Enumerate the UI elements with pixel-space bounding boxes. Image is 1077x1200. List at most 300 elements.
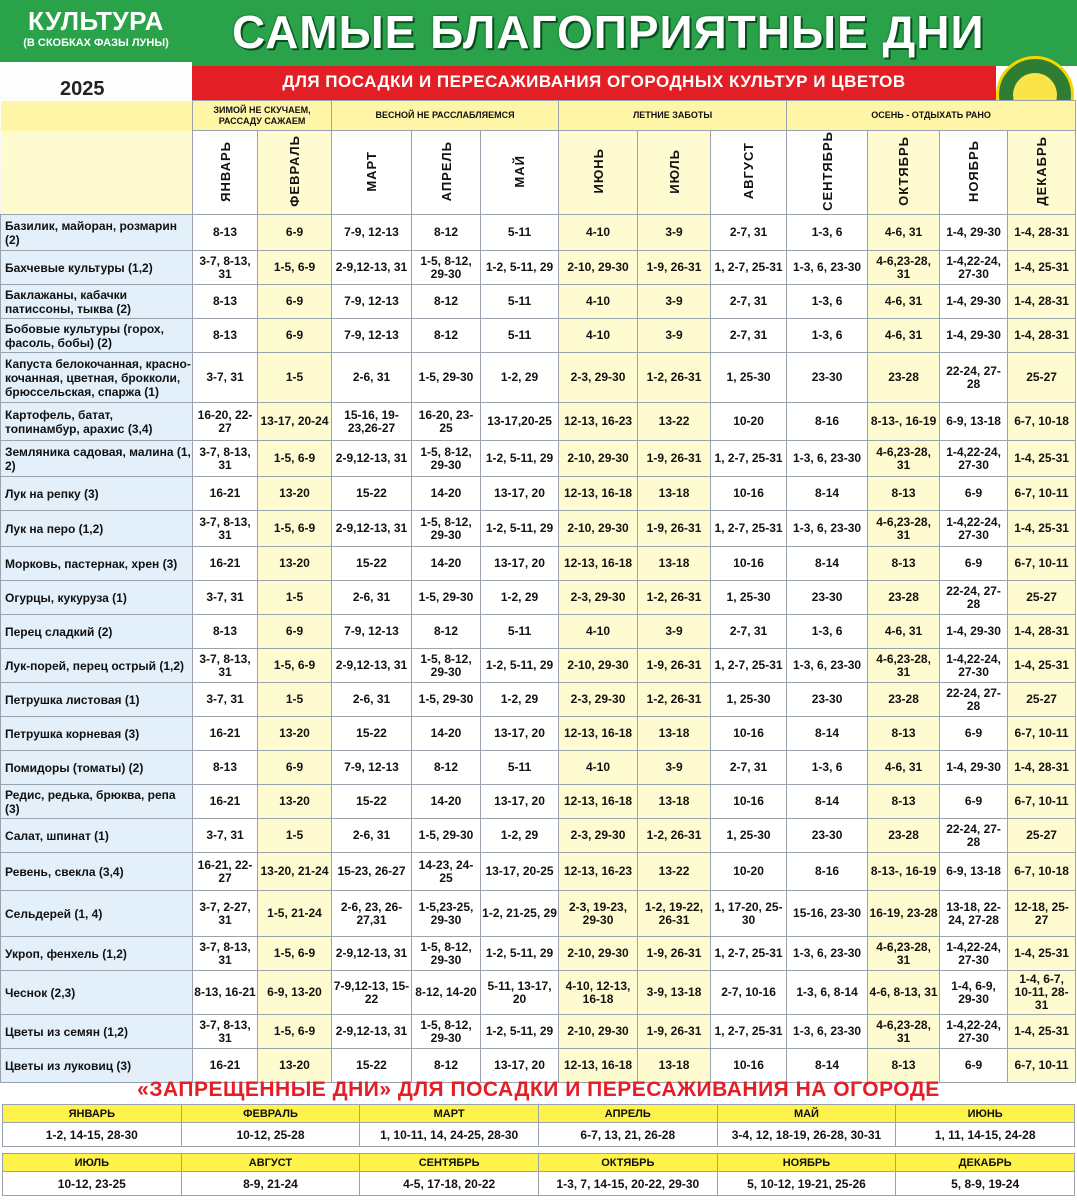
favorable-days-cell: 2-7, 31 (711, 751, 787, 785)
favorable-days-cell: 8-14 (787, 477, 868, 511)
favorable-days-cell: 3-7, 8-13, 31 (193, 1015, 258, 1049)
favorable-days-cell: 1, 2-7, 25-31 (711, 441, 787, 477)
favorable-days-cell: 5-11 (481, 285, 559, 319)
favorable-days-cell: 1-4,22-24, 27-30 (940, 441, 1008, 477)
crop-row (1, 403, 1076, 441)
favorable-days-cell: 8-13 (868, 547, 940, 581)
favorable-days-cell: 16-19, 23-28 (868, 891, 940, 937)
forbidden-month: ОКТЯБРЬ (538, 1154, 717, 1172)
favorable-days-cell: 6-9, 13-20 (258, 971, 332, 1015)
crop-name: Лук на репку (3) (1, 477, 193, 511)
favorable-days-cell: 23-30 (787, 353, 868, 403)
favorable-days-cell: 6-9 (940, 717, 1008, 751)
forbidden-days: 10-12, 23-25 (3, 1172, 182, 1196)
crop-name: Базилик, майоран, розмарин (2) (1, 215, 193, 251)
crop-name: Салат, шпинат (1) (1, 819, 193, 853)
crop-name: Морковь, пастернак, хрен (3) (1, 547, 193, 581)
favorable-days-cell: 3-7, 8-13, 31 (193, 937, 258, 971)
season-winter: ЗИМОЙ НЕ СКУЧАЕМ, РАССАДУ САЖАЕМ (193, 101, 332, 131)
favorable-days-cell: 3-9 (638, 215, 711, 251)
month-label: ОКТЯБРЬ (896, 136, 912, 206)
favorable-days-cell: 6-9 (940, 477, 1008, 511)
favorable-days-cell: 1-3, 6 (787, 615, 868, 649)
favorable-days-cell: 1-4, 25-31 (1008, 1015, 1076, 1049)
favorable-days-cell: 8-13 (193, 615, 258, 649)
favorable-days-cell: 4-6,23-28, 31 (868, 649, 940, 683)
favorable-days-cell: 13-20 (258, 785, 332, 819)
favorable-days-cell: 1-4,22-24, 27-30 (940, 511, 1008, 547)
favorable-days-cell: 4-6, 31 (868, 319, 940, 353)
month-label: МАЙ (512, 154, 528, 188)
favorable-days-cell: 8-13 (868, 1049, 940, 1083)
month-header (787, 131, 868, 215)
crop-name: Помидоры (томаты) (2) (1, 751, 193, 785)
favorable-days-cell: 1-3, 6, 23-30 (787, 251, 868, 285)
favorable-days-cell: 1-5, 6-9 (258, 251, 332, 285)
favorable-days-cell: 1-3, 6, 23-30 (787, 441, 868, 477)
favorable-days-cell: 13-17,20-25 (481, 403, 559, 441)
favorable-days-cell: 2-9,12-13, 31 (332, 649, 412, 683)
favorable-days-cell: 1-2, 5-11, 29 (481, 649, 559, 683)
favorable-days-cell: 8-14 (787, 547, 868, 581)
favorable-days-cell: 1-4, 29-30 (940, 319, 1008, 353)
favorable-days-cell: 2-3, 29-30 (559, 353, 638, 403)
forbidden-month: НОЯБРЬ (717, 1154, 896, 1172)
crop-name: Баклажаны, кабачки патиссоны, тыква (2) (1, 285, 193, 319)
favorable-days-cell: 1-3, 6, 23-30 (787, 511, 868, 547)
month-header (711, 131, 787, 215)
favorable-days-cell: 1-5 (258, 683, 332, 717)
favorable-days-cell: 14-23, 24-25 (412, 853, 481, 891)
forbidden-month: АПРЕЛЬ (538, 1105, 717, 1123)
favorable-days-cell: 1-9, 26-31 (638, 937, 711, 971)
favorable-days-cell: 6-9, 13-18 (940, 403, 1008, 441)
favorable-days-cell: 3-9 (638, 319, 711, 353)
favorable-days-cell: 1, 25-30 (711, 581, 787, 615)
favorable-days-cell: 3-9 (638, 751, 711, 785)
favorable-days-cell: 16-20, 23-25 (412, 403, 481, 441)
favorable-days-cell: 13-20 (258, 477, 332, 511)
favorable-days-cell: 10-16 (711, 785, 787, 819)
favorable-days-cell: 1-4, 29-30 (940, 751, 1008, 785)
season-row (1, 101, 1076, 131)
month-header (559, 131, 638, 215)
crop-row (1, 819, 1076, 853)
favorable-days-cell: 23-28 (868, 819, 940, 853)
favorable-days-cell: 1-4, 28-31 (1008, 615, 1076, 649)
favorable-days-cell: 15-22 (332, 547, 412, 581)
favorable-days-cell: 4-6,23-28, 31 (868, 511, 940, 547)
favorable-days-cell: 13-17, 20 (481, 785, 559, 819)
favorable-days-cell: 1-2, 21-25, 29 (481, 891, 559, 937)
favorable-days-cell: 2-7, 31 (711, 615, 787, 649)
forbidden-month: ДЕКАБРЬ (896, 1154, 1075, 1172)
favorable-days-cell: 8-13 (868, 785, 940, 819)
favorable-days-cell: 7-9, 12-13 (332, 615, 412, 649)
season-spring: ВЕСНОЙ НЕ РАССЛАБЛЯЕМСЯ (332, 101, 559, 131)
favorable-days-cell: 14-20 (412, 785, 481, 819)
favorable-days-cell: 23-30 (787, 683, 868, 717)
favorable-days-cell: 4-10, 12-13, 16-18 (559, 971, 638, 1015)
crop-name: Укроп, фенхель (1,2) (1, 937, 193, 971)
favorable-days-cell: 1-2, 5-11, 29 (481, 1015, 559, 1049)
favorable-days-cell: 1-2, 29 (481, 683, 559, 717)
favorable-days-cell: 3-9, 13-18 (638, 971, 711, 1015)
favorable-days-cell: 1-4, 25-31 (1008, 441, 1076, 477)
crop-name: Чеснок (2,3) (1, 971, 193, 1015)
month-header (638, 131, 711, 215)
favorable-days-cell: 1, 2-7, 25-31 (711, 511, 787, 547)
crop-row (1, 353, 1076, 403)
favorable-days-cell: 1-2, 26-31 (638, 581, 711, 615)
favorable-days-cell: 12-13, 16-23 (559, 853, 638, 891)
favorable-days-cell: 6-7, 10-11 (1008, 547, 1076, 581)
crop-name: Цветы из семян (1,2) (1, 1015, 193, 1049)
favorable-days-cell: 1-9, 26-31 (638, 251, 711, 285)
favorable-days-cell: 16-21 (193, 477, 258, 511)
crop-row (1, 853, 1076, 891)
favorable-days-cell: 1-4, 6-9, 29-30 (940, 971, 1008, 1015)
month-header (868, 131, 940, 215)
favorable-days-cell: 1-2, 26-31 (638, 683, 711, 717)
favorable-days-cell: 22-24, 27-28 (940, 581, 1008, 615)
favorable-days-cell: 1-4, 29-30 (940, 615, 1008, 649)
favorable-days-cell: 1-5, 6-9 (258, 1015, 332, 1049)
favorable-days-cell: 10-20 (711, 403, 787, 441)
crop-name: Бобовые культуры (горох, фасоль, бобы) (2) (1, 319, 193, 353)
favorable-days-cell: 1-5, 29-30 (412, 581, 481, 615)
favorable-days-cell: 1, 25-30 (711, 353, 787, 403)
crop-row (1, 285, 1076, 319)
favorable-days-cell: 6-9, 13-18 (940, 853, 1008, 891)
season-autumn: ОСЕНЬ - ОТДЫХАТЬ РАНО (787, 101, 1076, 131)
favorable-days-cell: 8-16 (787, 853, 868, 891)
months-row (1, 131, 1076, 215)
favorable-days-cell: 14-20 (412, 547, 481, 581)
favorable-days-cell: 4-10 (559, 215, 638, 251)
favorable-days-cell: 8-12 (412, 215, 481, 251)
month-header (1008, 131, 1076, 215)
favorable-days-cell: 7-9, 12-13 (332, 285, 412, 319)
favorable-days-cell: 1-5, 8-12, 29-30 (412, 1015, 481, 1049)
favorable-days-cell: 1-4, 25-31 (1008, 649, 1076, 683)
favorable-days-cell: 2-9,12-13, 31 (332, 511, 412, 547)
favorable-days-cell: 3-7, 31 (193, 819, 258, 853)
favorable-days-cell: 1-4, 28-31 (1008, 319, 1076, 353)
crop-row (1, 1015, 1076, 1049)
favorable-days-cell: 4-10 (559, 319, 638, 353)
favorable-days-cell: 1-3, 6, 23-30 (787, 937, 868, 971)
favorable-days-cell: 10-16 (711, 547, 787, 581)
favorable-days-cell: 14-20 (412, 717, 481, 751)
crop-name: Петрушка листовая (1) (1, 683, 193, 717)
favorable-days-cell: 2-9,12-13, 31 (332, 251, 412, 285)
favorable-days-cell: 1-5,23-25, 29-30 (412, 891, 481, 937)
favorable-days-cell: 13-17, 20-24 (258, 403, 332, 441)
favorable-days-cell: 1, 2-7, 25-31 (711, 649, 787, 683)
favorable-days-cell: 6-9 (258, 615, 332, 649)
favorable-days-cell: 7-9, 12-13 (332, 319, 412, 353)
favorable-days-cell: 2-3, 29-30 (559, 683, 638, 717)
favorable-days-cell: 1-2, 26-31 (638, 353, 711, 403)
favorable-days-cell: 1-9, 26-31 (638, 511, 711, 547)
favorable-days-cell: 8-13-, 16-19 (868, 403, 940, 441)
favorable-days-cell: 1-4, 29-30 (940, 285, 1008, 319)
favorable-days-cell: 8-12, 14-20 (412, 971, 481, 1015)
favorable-days-cell: 2-7, 31 (711, 285, 787, 319)
crop-name: Земляника садовая, малина (1, 2) (1, 441, 193, 477)
favorable-days-cell: 1-5 (258, 819, 332, 853)
favorable-days-cell: 12-13, 16-18 (559, 477, 638, 511)
favorable-days-cell: 6-7, 10-11 (1008, 785, 1076, 819)
favorable-days-cell: 4-6, 31 (868, 215, 940, 251)
favorable-days-cell: 1, 2-7, 25-31 (711, 1015, 787, 1049)
favorable-days-cell: 8-12 (412, 1049, 481, 1083)
favorable-days-cell: 3-7, 8-13, 31 (193, 441, 258, 477)
favorable-days-cell: 22-24, 27-28 (940, 819, 1008, 853)
forbidden-days: 4-5, 17-18, 20-22 (360, 1172, 539, 1196)
favorable-days-cell: 4-10 (559, 285, 638, 319)
calendar-table (0, 100, 1076, 1083)
favorable-days-cell: 12-13, 16-18 (559, 1049, 638, 1083)
favorable-days-cell: 2-7, 31 (711, 215, 787, 251)
month-header (940, 131, 1008, 215)
month-label: ФЕВРАЛЬ (287, 135, 302, 207)
favorable-days-cell: 12-13, 16-18 (559, 785, 638, 819)
favorable-days-cell: 1-2, 19-22, 26-31 (638, 891, 711, 937)
crop-name: Огурцы, кукуруза (1) (1, 581, 193, 615)
favorable-days-cell: 10-16 (711, 1049, 787, 1083)
favorable-days-cell: 23-30 (787, 819, 868, 853)
favorable-days-cell: 7-9,12-13, 15-22 (332, 971, 412, 1015)
month-header (412, 131, 481, 215)
favorable-days-cell: 1, 25-30 (711, 683, 787, 717)
crop-row (1, 717, 1076, 751)
month-header (193, 131, 258, 215)
favorable-days-cell: 22-24, 27-28 (940, 353, 1008, 403)
favorable-days-cell: 6-9 (258, 285, 332, 319)
forbidden-days: 5, 8-9, 19-24 (896, 1172, 1075, 1196)
favorable-days-cell: 25-27 (1008, 353, 1076, 403)
favorable-days-cell: 15-16, 19-23,26-27 (332, 403, 412, 441)
month-label: АПРЕЛЬ (438, 140, 454, 202)
favorable-days-cell: 23-30 (787, 581, 868, 615)
favorable-days-cell: 1-2, 29 (481, 819, 559, 853)
crop-name: Бахчевые культуры (1,2) (1, 251, 193, 285)
favorable-days-cell: 13-20 (258, 717, 332, 751)
forbidden-days: 1-3, 7, 14-15, 20-22, 29-30 (538, 1172, 717, 1196)
favorable-days-cell: 4-10 (559, 615, 638, 649)
favorable-days-cell: 12-13, 16-18 (559, 717, 638, 751)
favorable-days-cell: 1-2, 29 (481, 353, 559, 403)
favorable-days-cell: 2-10, 29-30 (559, 441, 638, 477)
crop-name: Картофель, батат, топинамбур, арахис (3,4) (1, 403, 193, 441)
crop-name: Цветы из луковиц (3) (1, 1049, 193, 1083)
favorable-days-cell: 7-9, 12-13 (332, 751, 412, 785)
favorable-days-cell: 8-12 (412, 285, 481, 319)
favorable-days-cell: 3-7, 8-13, 31 (193, 649, 258, 683)
month-header (332, 131, 412, 215)
favorable-days-cell: 8-12 (412, 319, 481, 353)
favorable-days-cell: 1-4, 25-31 (1008, 937, 1076, 971)
forbidden-table-1 (2, 1104, 1075, 1147)
favorable-days-cell: 1-5 (258, 353, 332, 403)
month-label: ЯНВАРЬ (217, 140, 233, 202)
favorable-days-cell: 6-7, 10-11 (1008, 477, 1076, 511)
favorable-days-cell: 4-6,23-28, 31 (868, 937, 940, 971)
favorable-days-cell: 3-9 (638, 285, 711, 319)
favorable-days-cell: 13-17, 20 (481, 477, 559, 511)
favorable-days-cell: 23-28 (868, 353, 940, 403)
favorable-days-cell: 2-10, 29-30 (559, 511, 638, 547)
crop-row (1, 441, 1076, 477)
crop-name: Лук на перо (1,2) (1, 511, 193, 547)
culture-header (0, 0, 192, 62)
favorable-days-cell: 10-16 (711, 477, 787, 511)
forbidden-month: ФЕВРАЛЬ (181, 1105, 360, 1123)
month-header (258, 131, 332, 215)
favorable-days-cell: 13-20 (258, 1049, 332, 1083)
favorable-days-cell: 1-2, 5-11, 29 (481, 511, 559, 547)
crop-row (1, 971, 1076, 1015)
favorable-days-cell: 15-22 (332, 1049, 412, 1083)
favorable-days-cell: 1-5, 6-9 (258, 937, 332, 971)
favorable-days-cell: 1, 17-20, 25-30 (711, 891, 787, 937)
crop-row (1, 937, 1076, 971)
favorable-days-cell: 12-13, 16-18 (559, 547, 638, 581)
favorable-days-cell: 2-6, 31 (332, 581, 412, 615)
favorable-days-cell: 1-5, 29-30 (412, 683, 481, 717)
favorable-days-cell: 2-9,12-13, 31 (332, 1015, 412, 1049)
favorable-days-cell: 1-2, 5-11, 29 (481, 937, 559, 971)
favorable-days-cell: 13-18 (638, 1049, 711, 1083)
favorable-days-cell: 1-3, 6 (787, 215, 868, 251)
favorable-days-cell: 4-6, 31 (868, 751, 940, 785)
favorable-days-cell: 8-14 (787, 717, 868, 751)
favorable-days-cell: 6-7, 10-18 (1008, 403, 1076, 441)
forbidden-days: 10-12, 25-28 (181, 1123, 360, 1147)
crop-name: Капуста белокочанная, красно-кочанная, цветная, брокколи, брюссельская, спаржа (1) (1, 353, 193, 403)
favorable-days-cell: 15-16, 23-30 (787, 891, 868, 937)
crop-row (1, 581, 1076, 615)
favorable-days-cell: 2-10, 29-30 (559, 251, 638, 285)
crop-name: Петрушка корневая (3) (1, 717, 193, 751)
favorable-days-cell: 1-9, 26-31 (638, 649, 711, 683)
favorable-days-cell: 6-7, 10-11 (1008, 717, 1076, 751)
favorable-days-cell: 15-23, 26-27 (332, 853, 412, 891)
favorable-days-cell: 1-3, 6, 23-30 (787, 1015, 868, 1049)
month-label: ДЕКАБРЬ (1034, 136, 1050, 206)
favorable-days-cell: 3-7, 31 (193, 353, 258, 403)
favorable-days-cell: 1-4,22-24, 27-30 (940, 937, 1008, 971)
subtitle-bar (192, 66, 996, 100)
favorable-days-cell: 16-21 (193, 785, 258, 819)
favorable-days-cell: 13-20 (258, 547, 332, 581)
favorable-days-cell: 8-12 (412, 615, 481, 649)
crop-row (1, 751, 1076, 785)
favorable-days-cell: 3-7, 8-13, 31 (193, 511, 258, 547)
forbidden-days: 8-9, 21-24 (181, 1172, 360, 1196)
culture-subtitle: (В СКОБКАХ ФАЗЫ ЛУНЫ) (23, 37, 169, 49)
favorable-days-cell: 1, 2-7, 25-31 (711, 937, 787, 971)
favorable-days-cell: 8-13 (193, 285, 258, 319)
crop-row (1, 251, 1076, 285)
favorable-days-cell: 13-18, 22-24, 27-28 (940, 891, 1008, 937)
favorable-days-cell: 16-21, 22-27 (193, 853, 258, 891)
favorable-days-cell: 23-28 (868, 581, 940, 615)
favorable-days-cell: 1-3, 6 (787, 751, 868, 785)
favorable-days-cell: 6-7, 10-11 (1008, 1049, 1076, 1083)
favorable-days-cell: 3-7, 31 (193, 683, 258, 717)
favorable-days-cell: 1-3, 6 (787, 285, 868, 319)
favorable-days-cell: 25-27 (1008, 581, 1076, 615)
favorable-days-cell: 1-9, 26-31 (638, 1015, 711, 1049)
favorable-days-cell: 1-4,22-24, 27-30 (940, 251, 1008, 285)
favorable-days-cell: 6-9 (258, 751, 332, 785)
favorable-days-cell: 16-21 (193, 1049, 258, 1083)
subtitle: ДЛЯ ПОСАДКИ И ПЕРЕСАЖИВАНИЯ ОГОРОДНЫХ КУЛЬТУР И ЦВЕТОВ (282, 72, 906, 91)
favorable-days-cell: 16-21 (193, 717, 258, 751)
favorable-days-cell: 5-11 (481, 615, 559, 649)
crop-name: Перец сладкий (2) (1, 615, 193, 649)
favorable-days-cell: 4-6, 31 (868, 615, 940, 649)
favorable-days-cell: 1-4,22-24, 27-30 (940, 649, 1008, 683)
favorable-days-cell: 13-17, 20-25 (481, 853, 559, 891)
favorable-days-cell: 8-16 (787, 403, 868, 441)
forbidden-days: 6-7, 13, 21, 26-28 (538, 1123, 717, 1147)
favorable-days-cell: 5-11 (481, 751, 559, 785)
favorable-days-cell: 1-2, 26-31 (638, 819, 711, 853)
favorable-days-cell: 12-13, 16-23 (559, 403, 638, 441)
favorable-days-cell: 8-14 (787, 785, 868, 819)
favorable-days-cell: 16-21 (193, 547, 258, 581)
forbidden-days: 1, 11, 14-15, 24-28 (896, 1123, 1075, 1147)
favorable-days-cell: 1, 2-7, 25-31 (711, 251, 787, 285)
favorable-days-cell: 13-17, 20 (481, 717, 559, 751)
favorable-days-cell: 15-22 (332, 717, 412, 751)
favorable-days-cell: 4-6, 31 (868, 285, 940, 319)
favorable-days-cell: 8-13 (868, 717, 940, 751)
crop-row (1, 683, 1076, 717)
favorable-days-cell: 13-22 (638, 403, 711, 441)
favorable-days-cell: 2-3, 29-30 (559, 819, 638, 853)
favorable-days-cell: 23-28 (868, 683, 940, 717)
forbidden-table-2 (2, 1153, 1075, 1196)
favorable-days-cell: 8-12 (412, 751, 481, 785)
favorable-days-cell: 1-9, 26-31 (638, 441, 711, 477)
crop-row (1, 547, 1076, 581)
favorable-days-cell: 4-10 (559, 751, 638, 785)
favorable-days-cell: 1-5, 29-30 (412, 353, 481, 403)
forbidden-month: ИЮНЬ (896, 1105, 1075, 1123)
favorable-days-cell: 15-22 (332, 477, 412, 511)
forbidden-month: МАЙ (717, 1105, 896, 1123)
favorable-days-cell: 2-3, 29-30 (559, 581, 638, 615)
favorable-days-cell: 6-9 (258, 319, 332, 353)
crop-name: Сельдерей (1, 4) (1, 891, 193, 937)
favorable-days-cell: 16-20, 22-27 (193, 403, 258, 441)
favorable-days-cell: 13-17, 20 (481, 547, 559, 581)
favorable-days-cell: 3-9 (638, 615, 711, 649)
forbidden-month: МАРТ (360, 1105, 539, 1123)
crop-row (1, 785, 1076, 819)
favorable-days-cell: 1-5, 6-9 (258, 649, 332, 683)
month-label: СЕНТЯБРЬ (819, 131, 835, 211)
favorable-days-cell: 1-3, 6 (787, 319, 868, 353)
favorable-days-cell: 6-9 (940, 1049, 1008, 1083)
month-label: ИЮЛЬ (666, 148, 682, 194)
month-label: АВГУСТ (741, 142, 757, 200)
